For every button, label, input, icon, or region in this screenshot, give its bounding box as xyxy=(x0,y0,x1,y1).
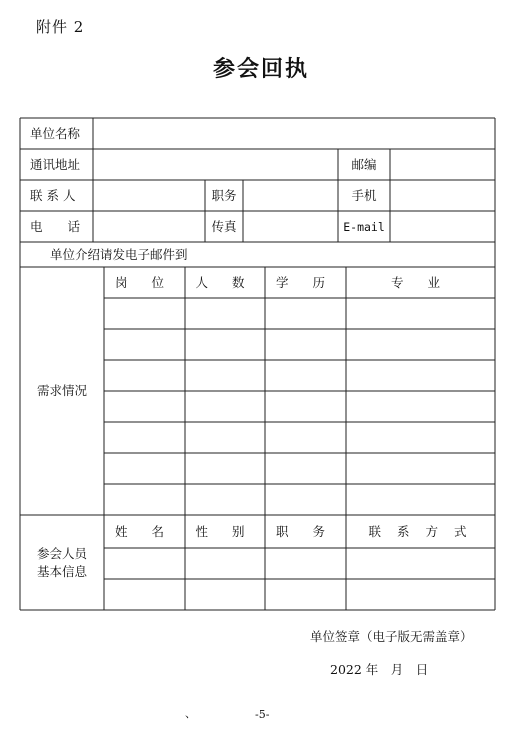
mobile-label: 手机 xyxy=(351,187,377,203)
attendee-header-position: 职 务 xyxy=(276,523,335,539)
attendee-header-contact: 联 系 方 式 xyxy=(368,523,473,539)
unit-name-field[interactable] xyxy=(94,119,494,148)
annex-label: 附件 2 xyxy=(36,18,85,36)
fax-label: 传真 xyxy=(211,218,237,234)
demand-header-major: 专 业 xyxy=(391,274,450,290)
attendee-label: 参会人员 基本信息 xyxy=(36,545,87,579)
attendee-header-gender: 性 别 xyxy=(195,523,255,539)
postcode-label: 邮编 xyxy=(351,156,377,172)
position-field[interactable] xyxy=(244,181,337,210)
signature-note: 单位签章（电子版无需盖章） xyxy=(310,629,473,644)
contact-person-field[interactable] xyxy=(94,181,204,210)
demand-header-education: 学 历 xyxy=(276,274,335,290)
position-label: 职务 xyxy=(211,187,237,203)
contact-person-label: 联 系 人 xyxy=(30,187,76,203)
address-field[interactable] xyxy=(94,150,337,179)
postcode-field[interactable] xyxy=(391,150,494,179)
email-field[interactable] xyxy=(391,212,494,241)
fax-field[interactable] xyxy=(244,212,337,241)
demand-header-count: 人 数 xyxy=(195,274,255,290)
phone-label: 电 话 xyxy=(30,218,81,234)
demand-label: 需求情况 xyxy=(36,383,87,398)
unit-name-label: 单位名称 xyxy=(30,125,81,141)
phone-field[interactable] xyxy=(94,212,204,241)
email-label: E-mail xyxy=(343,219,385,234)
mobile-field[interactable] xyxy=(391,181,494,210)
address-label: 通讯地址 xyxy=(30,156,81,172)
date-line: 2022 年 月 日 xyxy=(330,662,429,677)
attendee-header-name: 姓 名 xyxy=(115,523,174,539)
stray-mark: 、 xyxy=(185,707,196,720)
demand-header-post: 岗 位 xyxy=(115,274,174,290)
page-number: -5- xyxy=(255,708,270,721)
form-title: 参会回执 xyxy=(212,56,309,82)
intro-note: 单位介绍请发电子邮件到 xyxy=(50,246,188,262)
